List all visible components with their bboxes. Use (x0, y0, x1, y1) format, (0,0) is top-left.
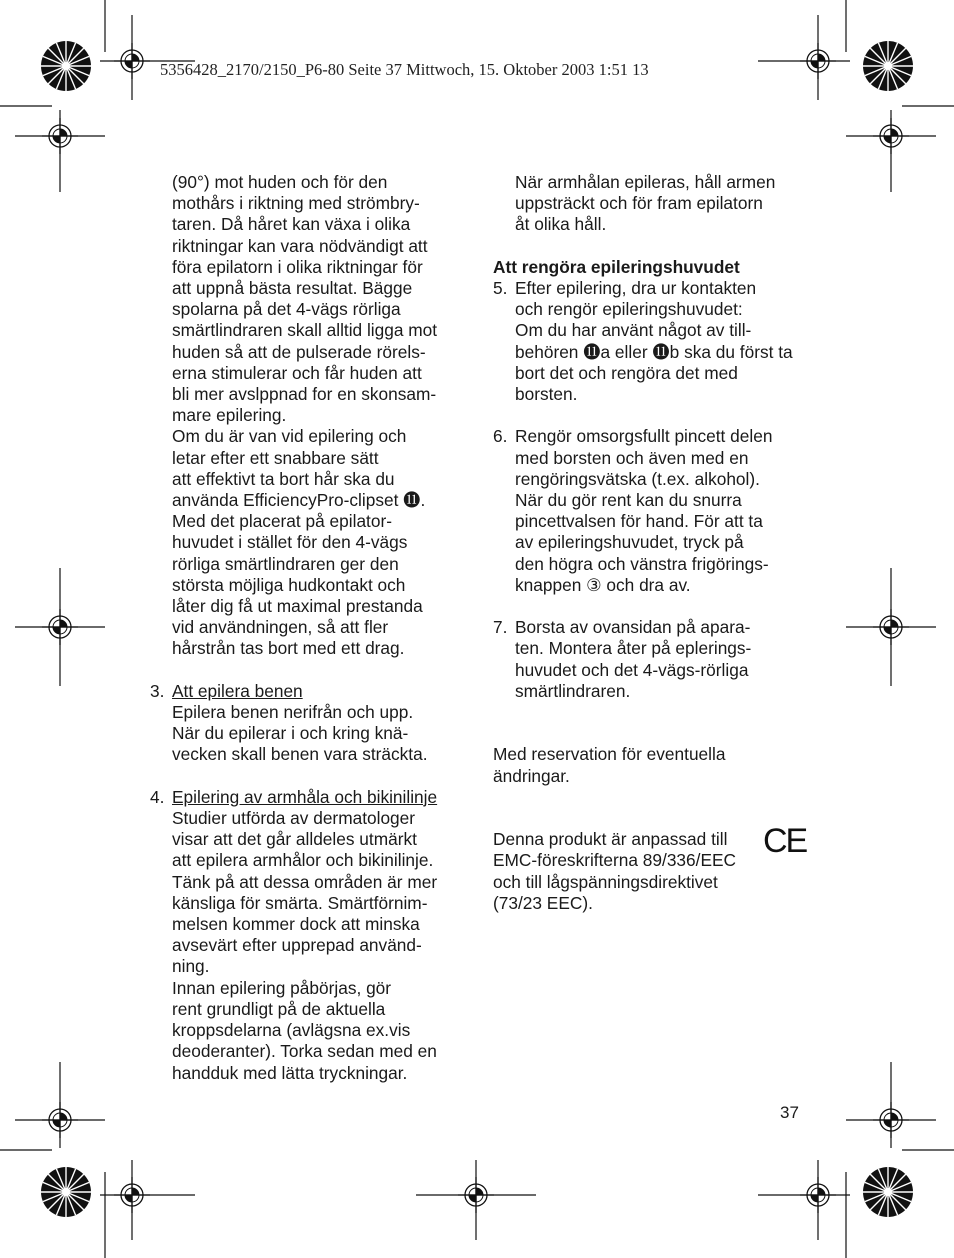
text-line: smärtlindraren skall alltid ligga mot (172, 320, 438, 341)
page-number: 37 (780, 1103, 799, 1122)
text-line: föra epilatorn i olika riktningar för (172, 256, 423, 277)
text-line: största möjliga hudkontakt och (172, 574, 406, 595)
text-line: känsliga för smärta. Smärtförnim- (172, 892, 428, 913)
text-line: huden så att de pulserade rörels- (172, 341, 426, 362)
text-line: avsevärt efter upprepad använd- (172, 935, 422, 956)
text-line: Innan epilering påbörjas, gör (172, 977, 392, 998)
text-line: vecken skall benen vara sträckta. (172, 744, 428, 765)
text-line: att effektivt ta bort hår ska du (172, 468, 395, 489)
text-line: Borsta av ovansidan på apara- (515, 617, 751, 638)
item-number: 7. (493, 617, 508, 638)
text-line: Efter epilering, dra ur kontakten (515, 278, 757, 298)
text-line: och rengör epileringshuvudet: (515, 299, 743, 320)
item-number: 3. (150, 680, 165, 701)
text-line: Rengör omsorgsfullt pincett delen (515, 426, 773, 447)
list-item-3 (150, 681, 462, 766)
list-item-5 (493, 278, 801, 405)
text-line: visar att det går alldeles utmärkt (172, 829, 417, 850)
text-line: taren. Då håret kan växa i olika (172, 214, 411, 235)
text-line: När armhålan epileras, håll armen (515, 172, 776, 192)
item-number: 4. (150, 786, 165, 807)
text-line: åt olika håll. (515, 214, 607, 235)
text-line: bort det och rengöra det med (515, 362, 738, 383)
text-line: borsten. (515, 384, 578, 405)
text-line: (90°) mot huden och för den (172, 172, 388, 192)
text-line: huvudet och det 4-vägs-rörliga (515, 659, 749, 680)
reservation-note (493, 744, 801, 786)
star-mark-bottom-right (863, 1167, 913, 1217)
text-line: huvudet i stället för den 4-vägs (172, 532, 408, 553)
text-line: riktningar kan vara nödvändigt att (172, 235, 428, 256)
continuation-text (493, 172, 801, 236)
item-heading-armpit-bikini: Epilering av armhåla och bikinilinje (172, 786, 438, 807)
text-line: uppsträckt och för fram epilatorn (515, 193, 763, 214)
text-line: använda EfficiencyPro-clipset ⓫. (172, 490, 426, 511)
text-line: ten. Montera åter på eplerings- (515, 638, 752, 659)
text-line: rengöringsvätska (t.ex. alkohol). (515, 468, 760, 489)
text-line: När du gör rent kan du snurra (515, 490, 742, 511)
right-column (493, 172, 807, 914)
text-line: melsen kommer dock att minska (172, 914, 420, 935)
print-info-header: 5356428_2170/2150_P6-80 Seite 37 Mittwoch, 15. Oktober 2003 1:51 13 (160, 60, 649, 79)
text-line: letar efter ett snabbare sätt (172, 447, 379, 468)
star-mark-top-left (41, 41, 91, 91)
list-item-4 (150, 787, 462, 1084)
ce-conformity-statement (493, 822, 807, 914)
text-line: att uppnå bästa resultat. Bägge (172, 278, 413, 299)
text-line: mare epilering. (172, 405, 287, 426)
section-heading-cleaning: Att rengöra epileringshuvudet (493, 256, 740, 277)
text-line: att epilera armhålor och bikinilinje. (172, 850, 434, 871)
text-line: behören ⓫a eller ⓫b ska du först ta (515, 341, 793, 362)
text-line: spolarna på det 4-vägs rörliga (172, 299, 401, 320)
text-line: Om du är van vid epilering och (172, 426, 407, 447)
list-item-6 (493, 426, 801, 596)
text-line: kroppsdelarna (avlägsna ex.vis (172, 1020, 411, 1041)
text-line: Studier utförda av dermatologer (172, 808, 416, 829)
text-line: Epilera benen nerifrån och upp. (172, 702, 414, 723)
text-line: mothårs i riktning med strömbry- (172, 193, 420, 214)
text-line: deoderanter). Torka sedan med en (172, 1041, 437, 1062)
text-line: Med reservation för eventuella (493, 744, 726, 765)
text-line: pincettvalsen för hand. För att ta (515, 511, 763, 532)
text-line: rörliga smärtlindraren ger den (172, 553, 399, 574)
text-line: av epileringshuvudet, tryck på (515, 532, 744, 553)
item-heading-legs: Att epilera benen (172, 680, 303, 701)
continuation-text (150, 172, 462, 660)
text-line: Tänk på att dessa områden är mer (172, 871, 438, 892)
text-line: vid användningen, så att fler (172, 617, 389, 638)
item-number: 5. (493, 278, 508, 298)
star-mark-bottom-left (41, 1167, 91, 1217)
text-line: handduk med lätta tryckningar. (172, 1062, 408, 1083)
text-line: erna stimulerar och får huden att (172, 362, 422, 383)
text-line: bli mer avslppnad for en skonsam- (172, 384, 437, 405)
text-line: Om du har använt något av till- (515, 320, 752, 341)
star-mark-top-right (863, 41, 913, 91)
text-line: med borsten och även med en (515, 447, 749, 468)
text-line: När du epilerar i och kring knä- (172, 723, 409, 744)
text-line: EMC-föreskrifterna 89/336/EEC (493, 850, 736, 871)
text-line: ändringar. (493, 765, 570, 786)
ce-mark-icon: CE (763, 822, 807, 861)
list-item-7 (493, 617, 801, 702)
text-line: hårstrån tas bort med ett drag. (172, 638, 405, 659)
text-line: rent grundligt på de aktuella (172, 998, 386, 1019)
text-line: Med det placerat på epilator- (172, 511, 392, 532)
text-line: och till lågspänningsdirektivet (493, 871, 718, 892)
text-line: (73/23 EEC). (493, 892, 593, 913)
left-column (150, 172, 462, 1084)
text-line: ning. (172, 956, 210, 977)
text-line: Denna produkt är anpassad till (493, 829, 728, 850)
text-line: knappen ③ och dra av. (515, 574, 691, 595)
text-line: smärtlindraren. (515, 680, 631, 701)
item-number: 6. (493, 426, 508, 447)
text-line: låter dig få ut maximal prestanda (172, 596, 423, 617)
text-line: den högra och vänstra frigörings- (515, 553, 769, 574)
